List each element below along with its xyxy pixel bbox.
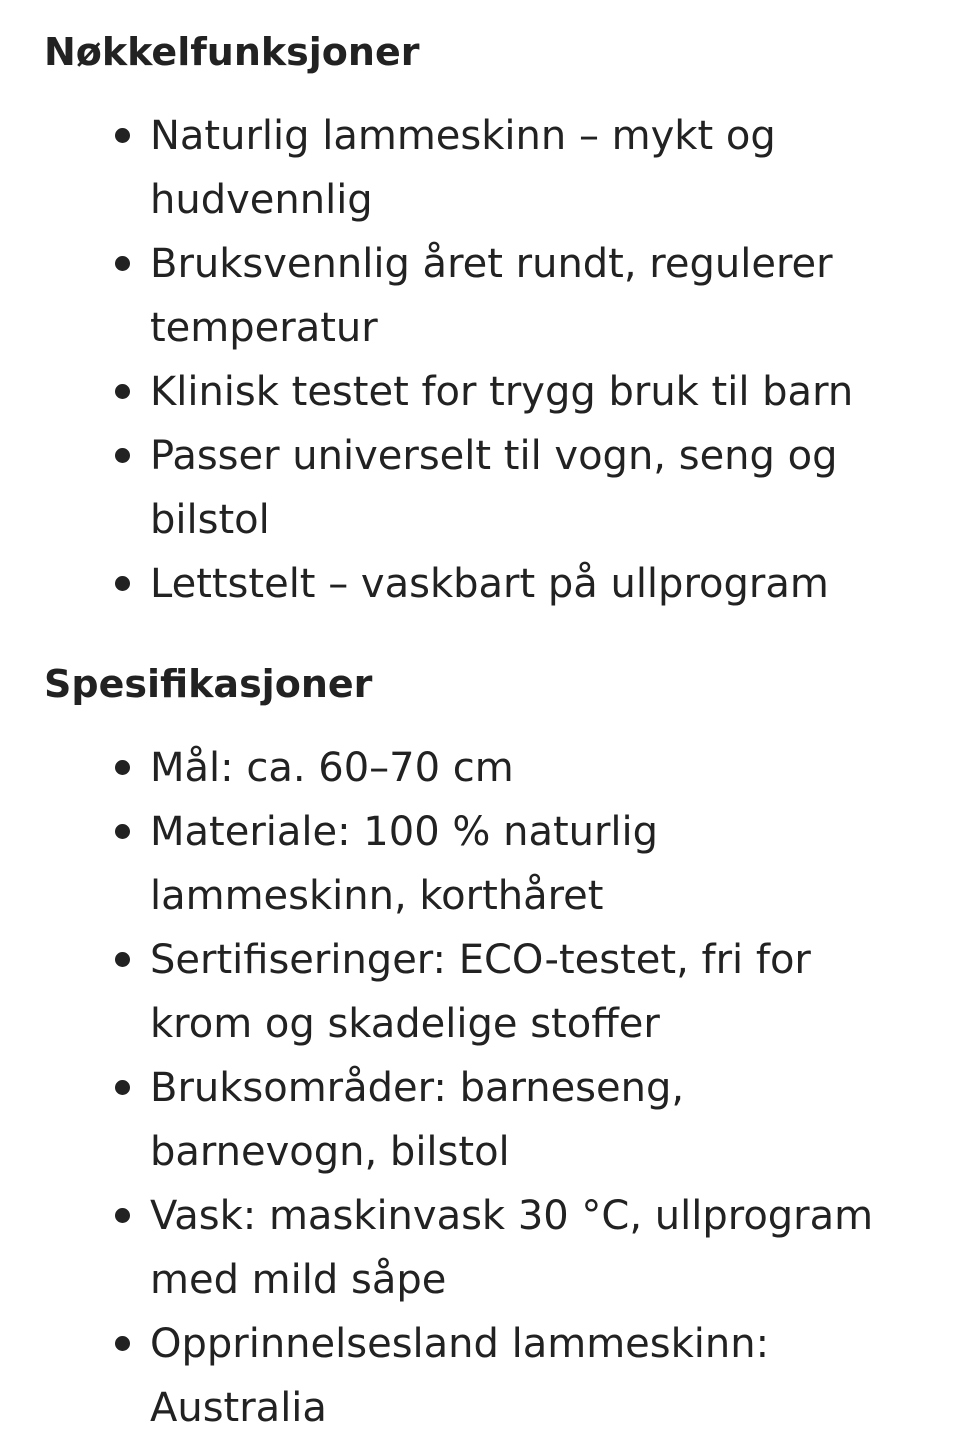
spec-text: Opprinnelsesland lammeskinn: Australia [150, 1321, 770, 1431]
feature-text: Passer universelt til vogn, seng og bilstol [150, 433, 838, 543]
spec-item [0, 736, 960, 800]
specs-heading: Spesifikasjoner [44, 662, 373, 706]
bullet-icon [115, 824, 130, 839]
spec-item [0, 1184, 960, 1312]
bullet-icon [115, 448, 130, 463]
feature-item [0, 104, 960, 232]
feature-text: Lettstelt – vaskbart på ullprogram [150, 561, 829, 607]
feature-text: Bruksvennlig året rundt, regulerer temperatur [150, 241, 833, 351]
bullet-icon [115, 576, 130, 591]
bullet-icon [115, 128, 130, 143]
feature-item [0, 360, 960, 424]
bullet-icon [115, 952, 130, 967]
feature-item [0, 424, 960, 552]
feature-item [0, 552, 960, 616]
feature-item [0, 232, 960, 360]
spec-text: Mål: ca. 60–70 cm [150, 745, 514, 791]
feature-text: Naturlig lammeskinn – mykt og hudvennlig [150, 113, 776, 223]
features-list [0, 104, 960, 616]
bullet-icon [115, 256, 130, 271]
spec-item [0, 1312, 960, 1440]
bullet-icon [115, 1336, 130, 1351]
bullet-icon [115, 760, 130, 775]
spec-text: Sertifiseringer: ECO-testet, fri for krom og skadelige stoffer [150, 937, 811, 1047]
bullet-icon [115, 1080, 130, 1095]
features-heading: Nøkkelfunksjoner [44, 30, 420, 74]
spec-item [0, 1056, 960, 1184]
spec-text: Bruksområder: barneseng, barnevogn, bilstol [150, 1065, 685, 1175]
spec-text: Materiale: 100 % naturlig lammeskinn, korthåret [150, 809, 659, 919]
spec-item [0, 928, 960, 1056]
feature-text: Klinisk testet for trygg bruk til barn [150, 369, 854, 415]
specs-list [0, 736, 960, 1440]
spec-item [0, 800, 960, 928]
bullet-icon [115, 1208, 130, 1223]
bullet-icon [115, 384, 130, 399]
spec-text: Vask: maskinvask 30 °C, ullprogram med mild såpe [150, 1193, 874, 1303]
